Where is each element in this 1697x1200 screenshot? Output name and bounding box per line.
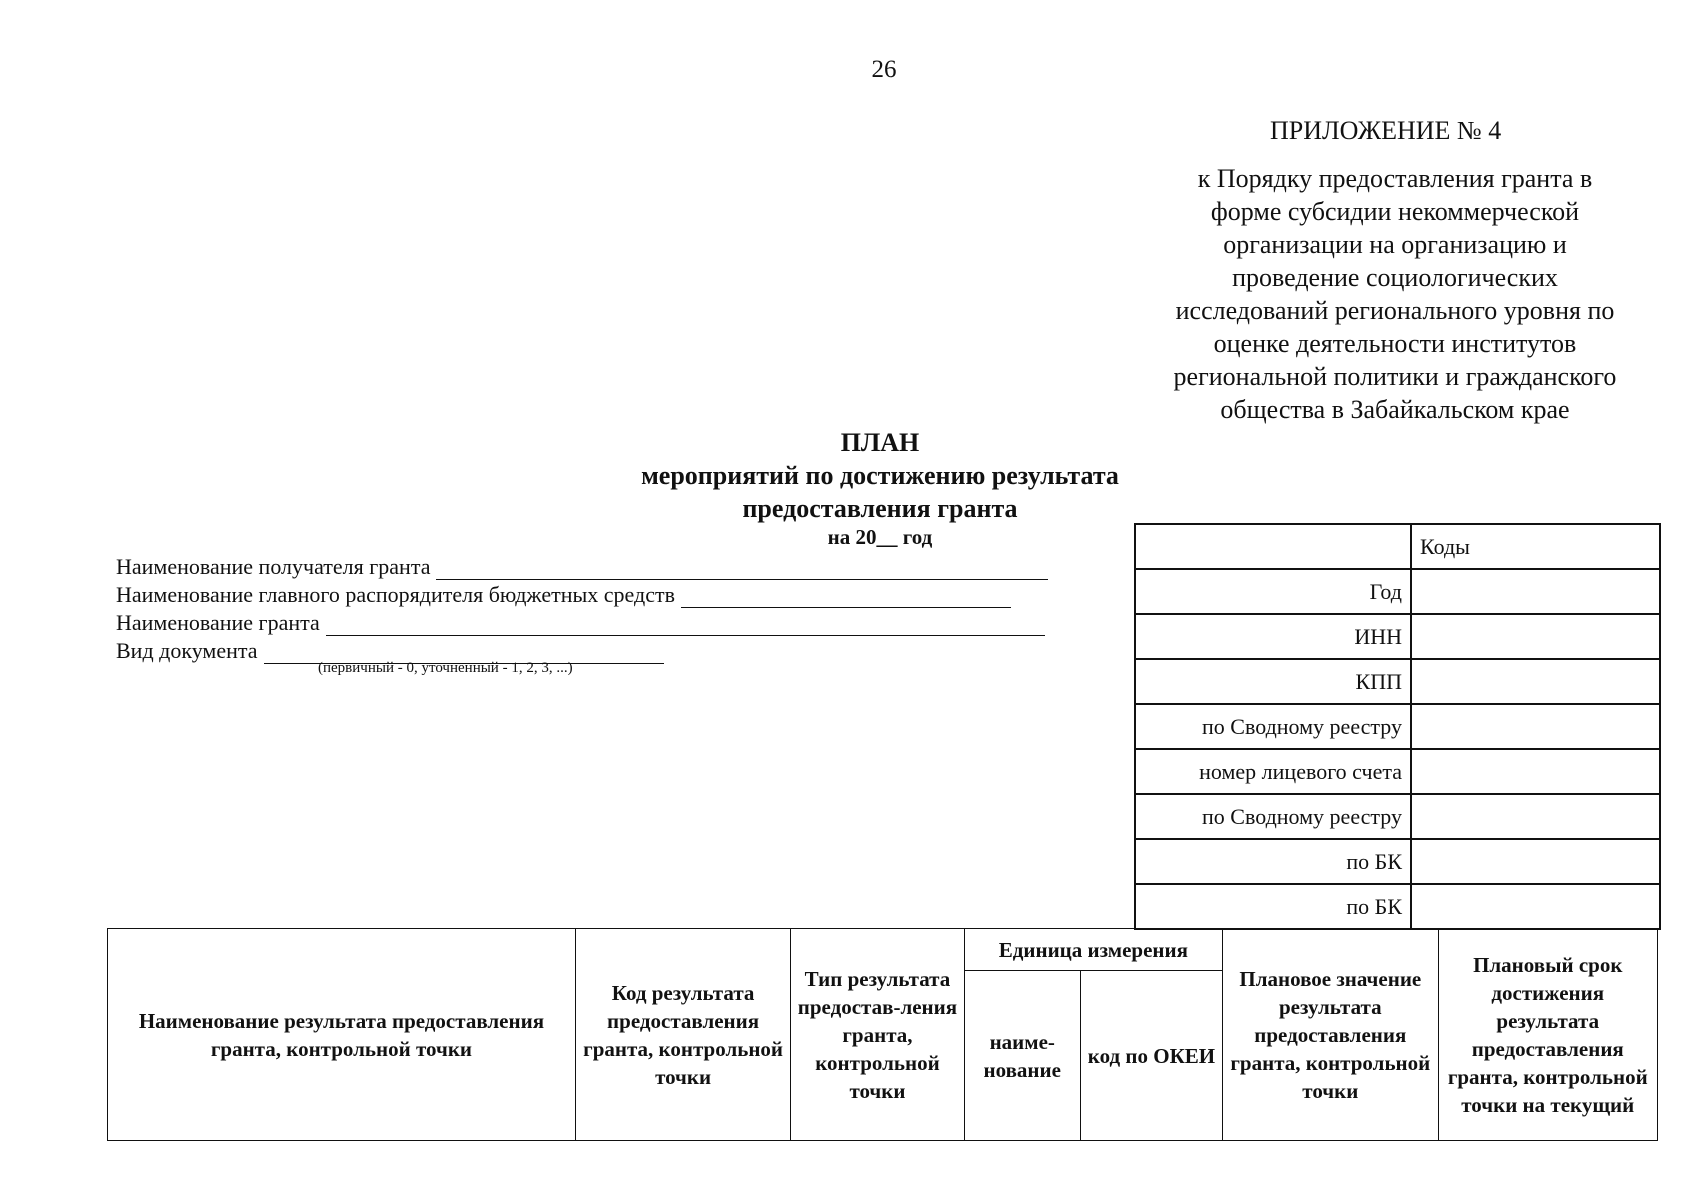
annex-line: общества в Забайкальском крае xyxy=(1220,395,1570,424)
codes-row-value[interactable] xyxy=(1411,839,1660,884)
results-table xyxy=(107,928,1658,1141)
codes-row-label: по БК xyxy=(1135,884,1411,929)
codes-row xyxy=(1135,614,1660,659)
plan-subtitle: предоставления гранта xyxy=(742,494,1018,523)
col-result-type: Тип результата предостав-ления гранта, контрольной точки xyxy=(791,929,964,1141)
col-unit-name: наиме-нование xyxy=(964,971,1080,1141)
recipient-input-line[interactable] xyxy=(436,559,1048,580)
col-unit-okei: код по ОКЕИ xyxy=(1080,971,1222,1141)
codes-row-value[interactable] xyxy=(1411,794,1660,839)
codes-header-empty xyxy=(1135,524,1411,569)
recipient-field[interactable] xyxy=(116,554,1048,580)
manager-field[interactable] xyxy=(116,582,1011,608)
codes-row-value[interactable] xyxy=(1411,569,1660,614)
col-planned-term: Плановый срок достижения результата предоставления гранта, контрольной точки на текущий xyxy=(1438,929,1657,1141)
codes-row-value[interactable] xyxy=(1411,749,1660,794)
recipient-label: Наименование получателя гранта xyxy=(116,554,431,579)
doc-type-label: Вид документа xyxy=(116,638,258,663)
plan-title: ПЛАН xyxy=(840,428,920,457)
codes-row xyxy=(1135,569,1660,614)
plan-year: на 20__ год xyxy=(827,525,933,549)
plan-heading xyxy=(500,426,1260,525)
codes-row-value[interactable] xyxy=(1411,884,1660,929)
codes-row-label: по Сводному реестру xyxy=(1135,704,1411,749)
annex-text xyxy=(1150,162,1640,426)
manager-label: Наименование главного распорядителя бюджетных средств xyxy=(116,582,675,607)
annex-line: организации на организацию и xyxy=(1223,230,1567,259)
grant-input-line[interactable] xyxy=(326,615,1045,636)
col-unit: Единица измерения xyxy=(964,929,1222,971)
codes-row xyxy=(1135,749,1660,794)
manager-input-line[interactable] xyxy=(681,587,1011,608)
col-result-name: Наименование результата предоставления гранта, контрольной точки xyxy=(108,929,576,1141)
results-header-row xyxy=(108,929,1658,971)
annex-line: к Порядку предоставления гранта в xyxy=(1197,164,1593,193)
col-planned-value: Плановое значение результата предоставления гранта, контрольной точки xyxy=(1223,929,1438,1141)
annex-line: форме субсидии некоммерческой xyxy=(1210,197,1580,226)
codes-row-label: номер лицевого счета xyxy=(1135,749,1411,794)
codes-header-row xyxy=(1135,524,1660,569)
annex-line: исследований регионального уровня по xyxy=(1175,296,1615,325)
codes-row-label: по БК xyxy=(1135,839,1411,884)
codes-row-value[interactable] xyxy=(1411,704,1660,749)
codes-row-value[interactable] xyxy=(1411,659,1660,704)
codes-table xyxy=(1134,523,1661,930)
codes-row-label: КПП xyxy=(1135,659,1411,704)
doc-type-hint: (первичный - 0, уточненный - 1, 2, 3, ...) xyxy=(318,660,573,676)
grant-label: Наименование гранта xyxy=(116,610,320,635)
plan-subtitle: мероприятий по достижению результата xyxy=(641,461,1119,490)
codes-row-label: по Сводному реестру xyxy=(1135,794,1411,839)
codes-header: Коды xyxy=(1411,524,1660,569)
annex-title: ПРИЛОЖЕНИЕ № 4 xyxy=(1270,116,1502,145)
codes-row xyxy=(1135,704,1660,749)
grant-field[interactable] xyxy=(116,610,1045,636)
codes-row-label: ИНН xyxy=(1135,614,1411,659)
codes-row-label: Год xyxy=(1135,569,1411,614)
annex-line: проведение социологических xyxy=(1232,263,1558,292)
annex-line: оценке деятельности институтов xyxy=(1213,329,1577,358)
col-result-code: Код результата предоставления гранта, контрольной точки xyxy=(575,929,790,1141)
annex-line: региональной политики и гражданского xyxy=(1173,362,1617,391)
codes-row-value[interactable] xyxy=(1411,614,1660,659)
page-number: 26 xyxy=(871,56,897,83)
codes-row xyxy=(1135,659,1660,704)
codes-row xyxy=(1135,794,1660,839)
codes-row xyxy=(1135,884,1660,929)
codes-row xyxy=(1135,839,1660,884)
